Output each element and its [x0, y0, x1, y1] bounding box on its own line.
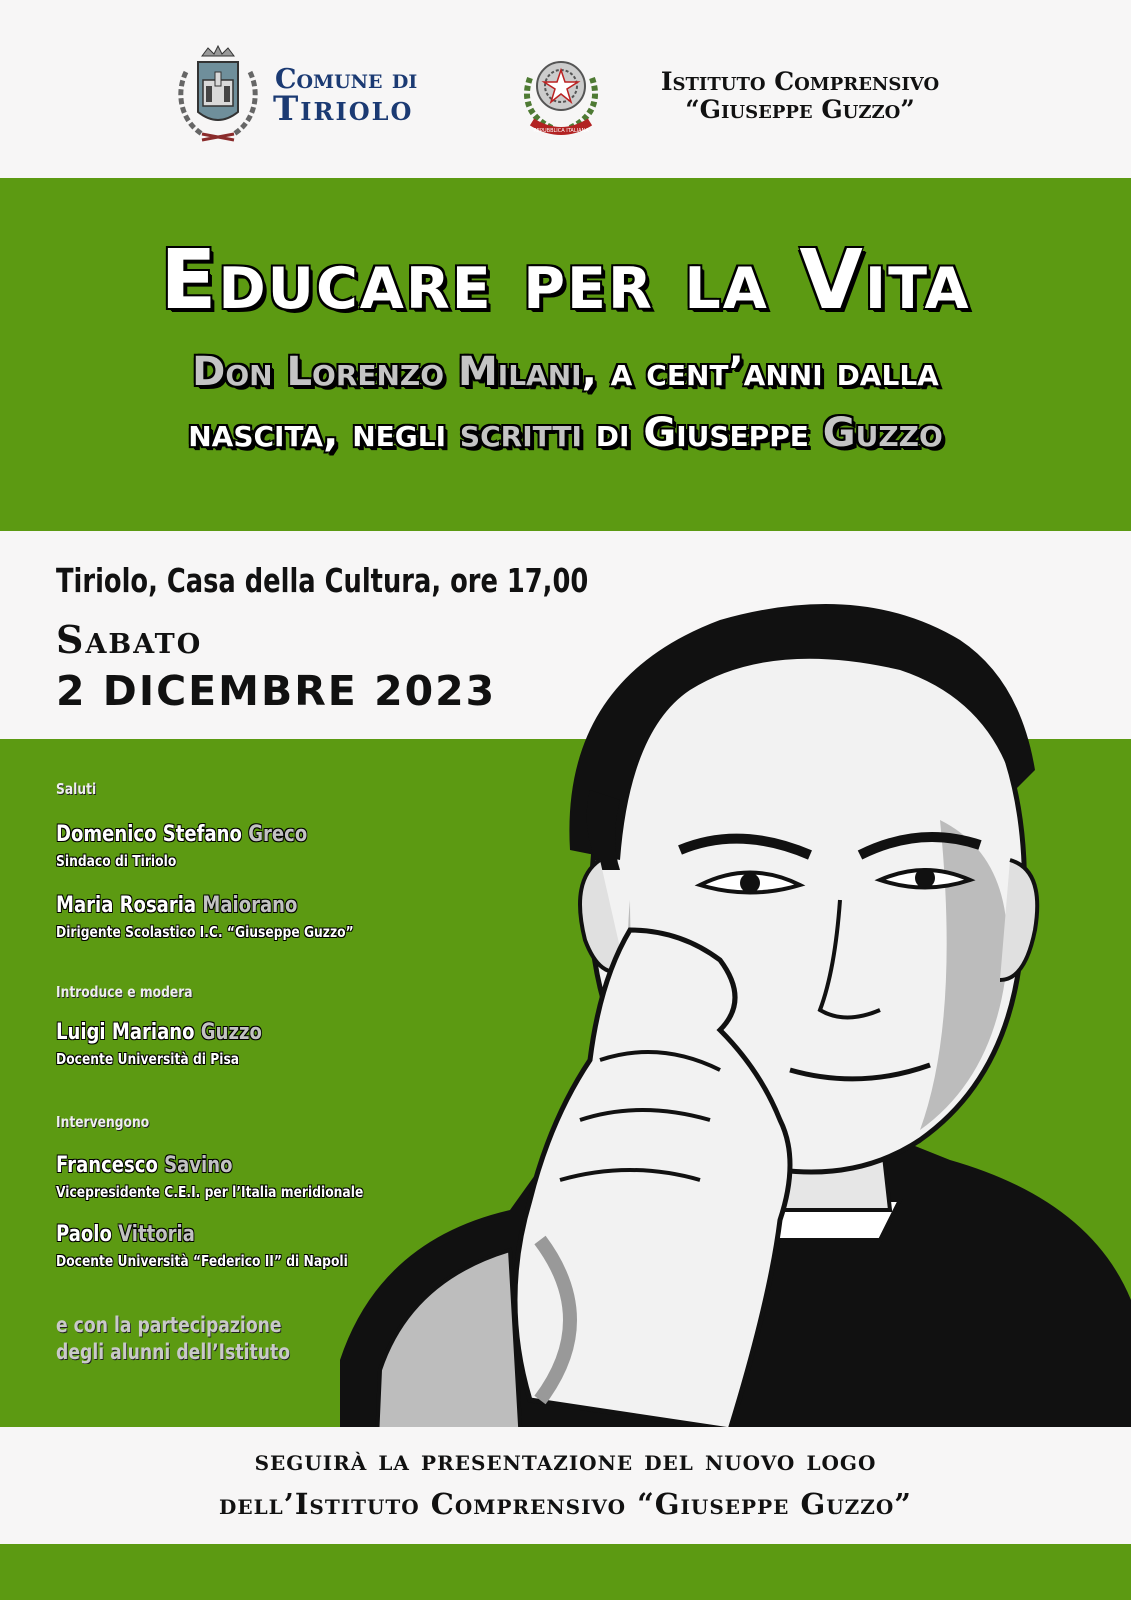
section-saluti: Saluti: [56, 780, 97, 798]
subtitle-part-d: Guzzo: [822, 410, 943, 456]
subtitle-name: Don Lorenzo Milani: [192, 349, 582, 395]
main-title: Educare per la Vita: [160, 233, 971, 328]
event-date: 2 DICEMBRE 2023: [56, 667, 497, 715]
speaker-last-guzzo: Guzzo: [200, 1020, 262, 1045]
speaker-role-guzzo: Docente Università di Pisa: [56, 1050, 240, 1068]
section-introduce: Introduce e modera: [56, 983, 193, 1001]
speaker-first-guzzo: Luigi Mariano: [56, 1020, 201, 1045]
speaker-name-vittoria: [56, 1222, 195, 1247]
speaker-name-guzzo: [56, 1020, 262, 1045]
speaker-last-savino: Savino: [164, 1153, 233, 1178]
speaker-role-savino: Vicepresidente C.E.I. per l’Italia meridionale: [56, 1183, 364, 1201]
footer-line2: dell’Istituto Comprensivo “Giuseppe Guzzo”: [219, 1486, 912, 1521]
municipality-label: Comune di: [275, 64, 418, 95]
speaker-first-vittoria: Paolo: [56, 1222, 119, 1247]
bottom-green-strip: [0, 1544, 1131, 1600]
subtitle-line2: [0, 410, 1131, 456]
speaker-role-greco: Sindaco di Tiriolo: [56, 852, 177, 870]
speaker-first-greco: Domenico Stefano: [56, 822, 249, 847]
section-intervengono: Intervengono: [56, 1113, 150, 1131]
subtitle-line1: [0, 349, 1131, 395]
title-band: [0, 178, 1131, 531]
speaker-name-greco: [56, 822, 307, 847]
subtitle-part-c: di Giuseppe: [581, 410, 823, 456]
speaker-role-maiorano: Dirigente Scolastico I.C. “Giuseppe Guzzo”: [56, 923, 354, 941]
municipality-name: Tiriolo: [273, 89, 414, 129]
event-day: Sabato: [56, 617, 203, 662]
subtitle-part-b: scritti: [459, 410, 582, 456]
speaker-first-savino: Francesco: [56, 1153, 165, 1178]
speaker-last-maiorano: Maiorano: [202, 893, 298, 918]
participation-line1: e con la partecipazione: [56, 1313, 282, 1337]
speaker-last-vittoria: Vittoria: [118, 1222, 195, 1247]
speaker-role-vittoria: Docente Università “Federico II” di Napoli: [56, 1252, 348, 1270]
footer-line1: seguirà la presentazione del nuovo logo: [254, 1443, 877, 1477]
event-place: Tiriolo, Casa della Cultura, ore 17,00: [56, 561, 589, 600]
school-name-line2: “Giuseppe Guzzo”: [685, 95, 915, 124]
school-name: [620, 68, 980, 124]
speaker-name-maiorano: [56, 893, 297, 918]
participation-note: [56, 1312, 290, 1367]
participation-line2: degli alunni dell’Istituto: [56, 1340, 291, 1365]
tiriolo-coat-of-arms-icon: [172, 42, 264, 142]
speaker-last-greco: Greco: [248, 822, 308, 847]
subtitle-rest1: , a cent’anni dalla: [581, 349, 939, 395]
speaker-first-maiorano: Maria Rosaria: [56, 893, 203, 918]
italian-republic-emblem-icon: [520, 48, 602, 138]
subtitle-part-a: nascita, negli: [188, 410, 460, 456]
school-name-line1: Istituto Comprensivo: [660, 67, 940, 96]
header: [0, 0, 1131, 178]
footer-band: [0, 1427, 1131, 1544]
footer-announcement: [0, 1439, 1131, 1526]
speaker-name-savino: [56, 1153, 232, 1178]
emblem-ribbon-text: REPUBBLICA ITALIANA: [533, 128, 589, 134]
